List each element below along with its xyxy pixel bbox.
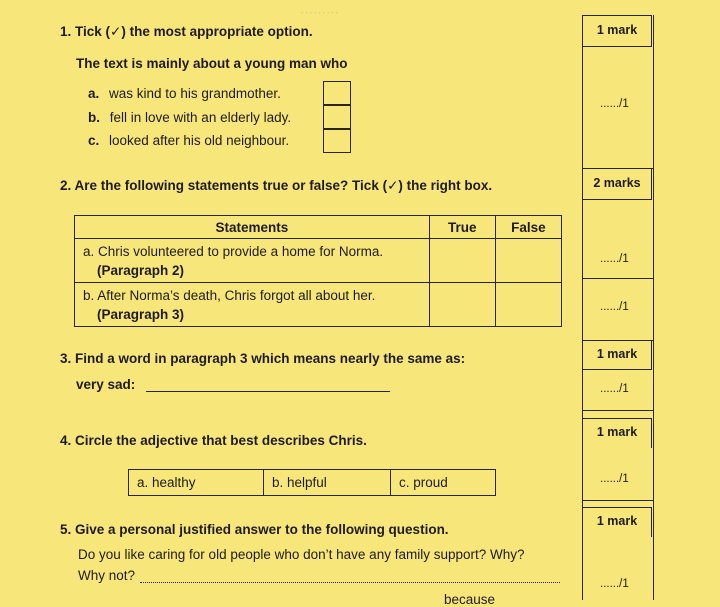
q2-marks-box: 2 marks [582,168,652,200]
q1-title: 1. Tick (✓) the most appropriate option. [60,24,313,39]
q5-answer-line[interactable] [140,582,560,583]
option-text: looked after his old neighbour. [109,133,290,148]
q5-question-line1: Do you like caring for old people who don’t have any family support? Why? [78,547,525,562]
q4-title: 4. Circle the adjective that best describes Chris. [60,433,367,448]
col-header-false: False [495,216,561,239]
q5-question-line2: Why not? [78,568,136,583]
q3-answer-line[interactable] [146,391,390,392]
q5-partial-text: because [444,592,496,607]
q4-score: ....../1 [600,473,629,485]
q1-option-c [88,133,289,148]
divider [582,278,654,279]
q1-marks-box: 1 mark [582,15,652,47]
q4-marks-box: 1 mark [582,418,652,448]
statement-text: a. Chris volunteered to provide a home for Norma. [83,243,384,259]
q3-marks-box: 1 mark [582,340,652,370]
col-header-true: True [429,216,495,239]
col-header-statements: Statements [75,216,430,239]
q5-score: ....../1 [600,578,629,590]
q5-marks-box: 1 mark [582,507,652,537]
statement-text: b. After Norma’s death, Chris forgot all about her. [83,287,376,303]
statement-cell [75,283,430,327]
q2-title: 2. Are the following statements true or false? Tick (✓) the right box. [60,178,493,193]
false-box-a[interactable] [495,239,561,283]
q1-tick-box-a[interactable] [323,81,351,105]
q2-score-b: ....../1 [600,301,629,313]
q4-option-helpful[interactable]: b. helpful [264,470,391,496]
q3-title: 3. Find a word in paragraph 3 which means nearly the same as: [60,351,466,366]
q4-option-proud[interactable]: c. proud [391,470,496,496]
true-box-a[interactable] [429,239,495,283]
table-row [75,283,562,327]
q1-tick-box-c[interactable] [323,129,351,153]
statement-paragraph: (Paragraph 2) [97,262,185,278]
q4-option-healthy[interactable]: a. healthy [129,470,264,496]
q5-title: 5. Give a personal justified answer to the following question. [60,522,449,537]
q3-score: ....../1 [600,383,629,395]
option-letter: c. [88,133,100,148]
q1-tick-box-b[interactable] [323,105,351,129]
option-text: fell in love with an elderly lady. [109,110,292,125]
false-box-b[interactable] [495,283,561,327]
true-box-b[interactable] [429,283,495,327]
statement-paragraph: (Paragraph 3) [97,306,185,322]
q1-score: ....../1 [600,98,629,110]
q1-option-b [88,110,291,125]
statement-cell [75,239,430,283]
option-letter: a. [88,86,100,101]
divider [582,410,654,411]
divider [582,500,654,501]
option-text: was kind to his grandmother. [109,86,281,101]
q4-options-table [128,469,496,496]
q1-option-a [88,86,281,101]
q1-stem: The text is mainly about a young man who [76,56,348,71]
q2-score-a: ....../1 [600,253,629,265]
q3-prompt: very sad: [76,377,136,392]
q2-statements-table [74,215,562,327]
option-letter: b. [88,110,100,125]
table-row [75,239,562,283]
show-through-text: ········· [300,6,339,21]
